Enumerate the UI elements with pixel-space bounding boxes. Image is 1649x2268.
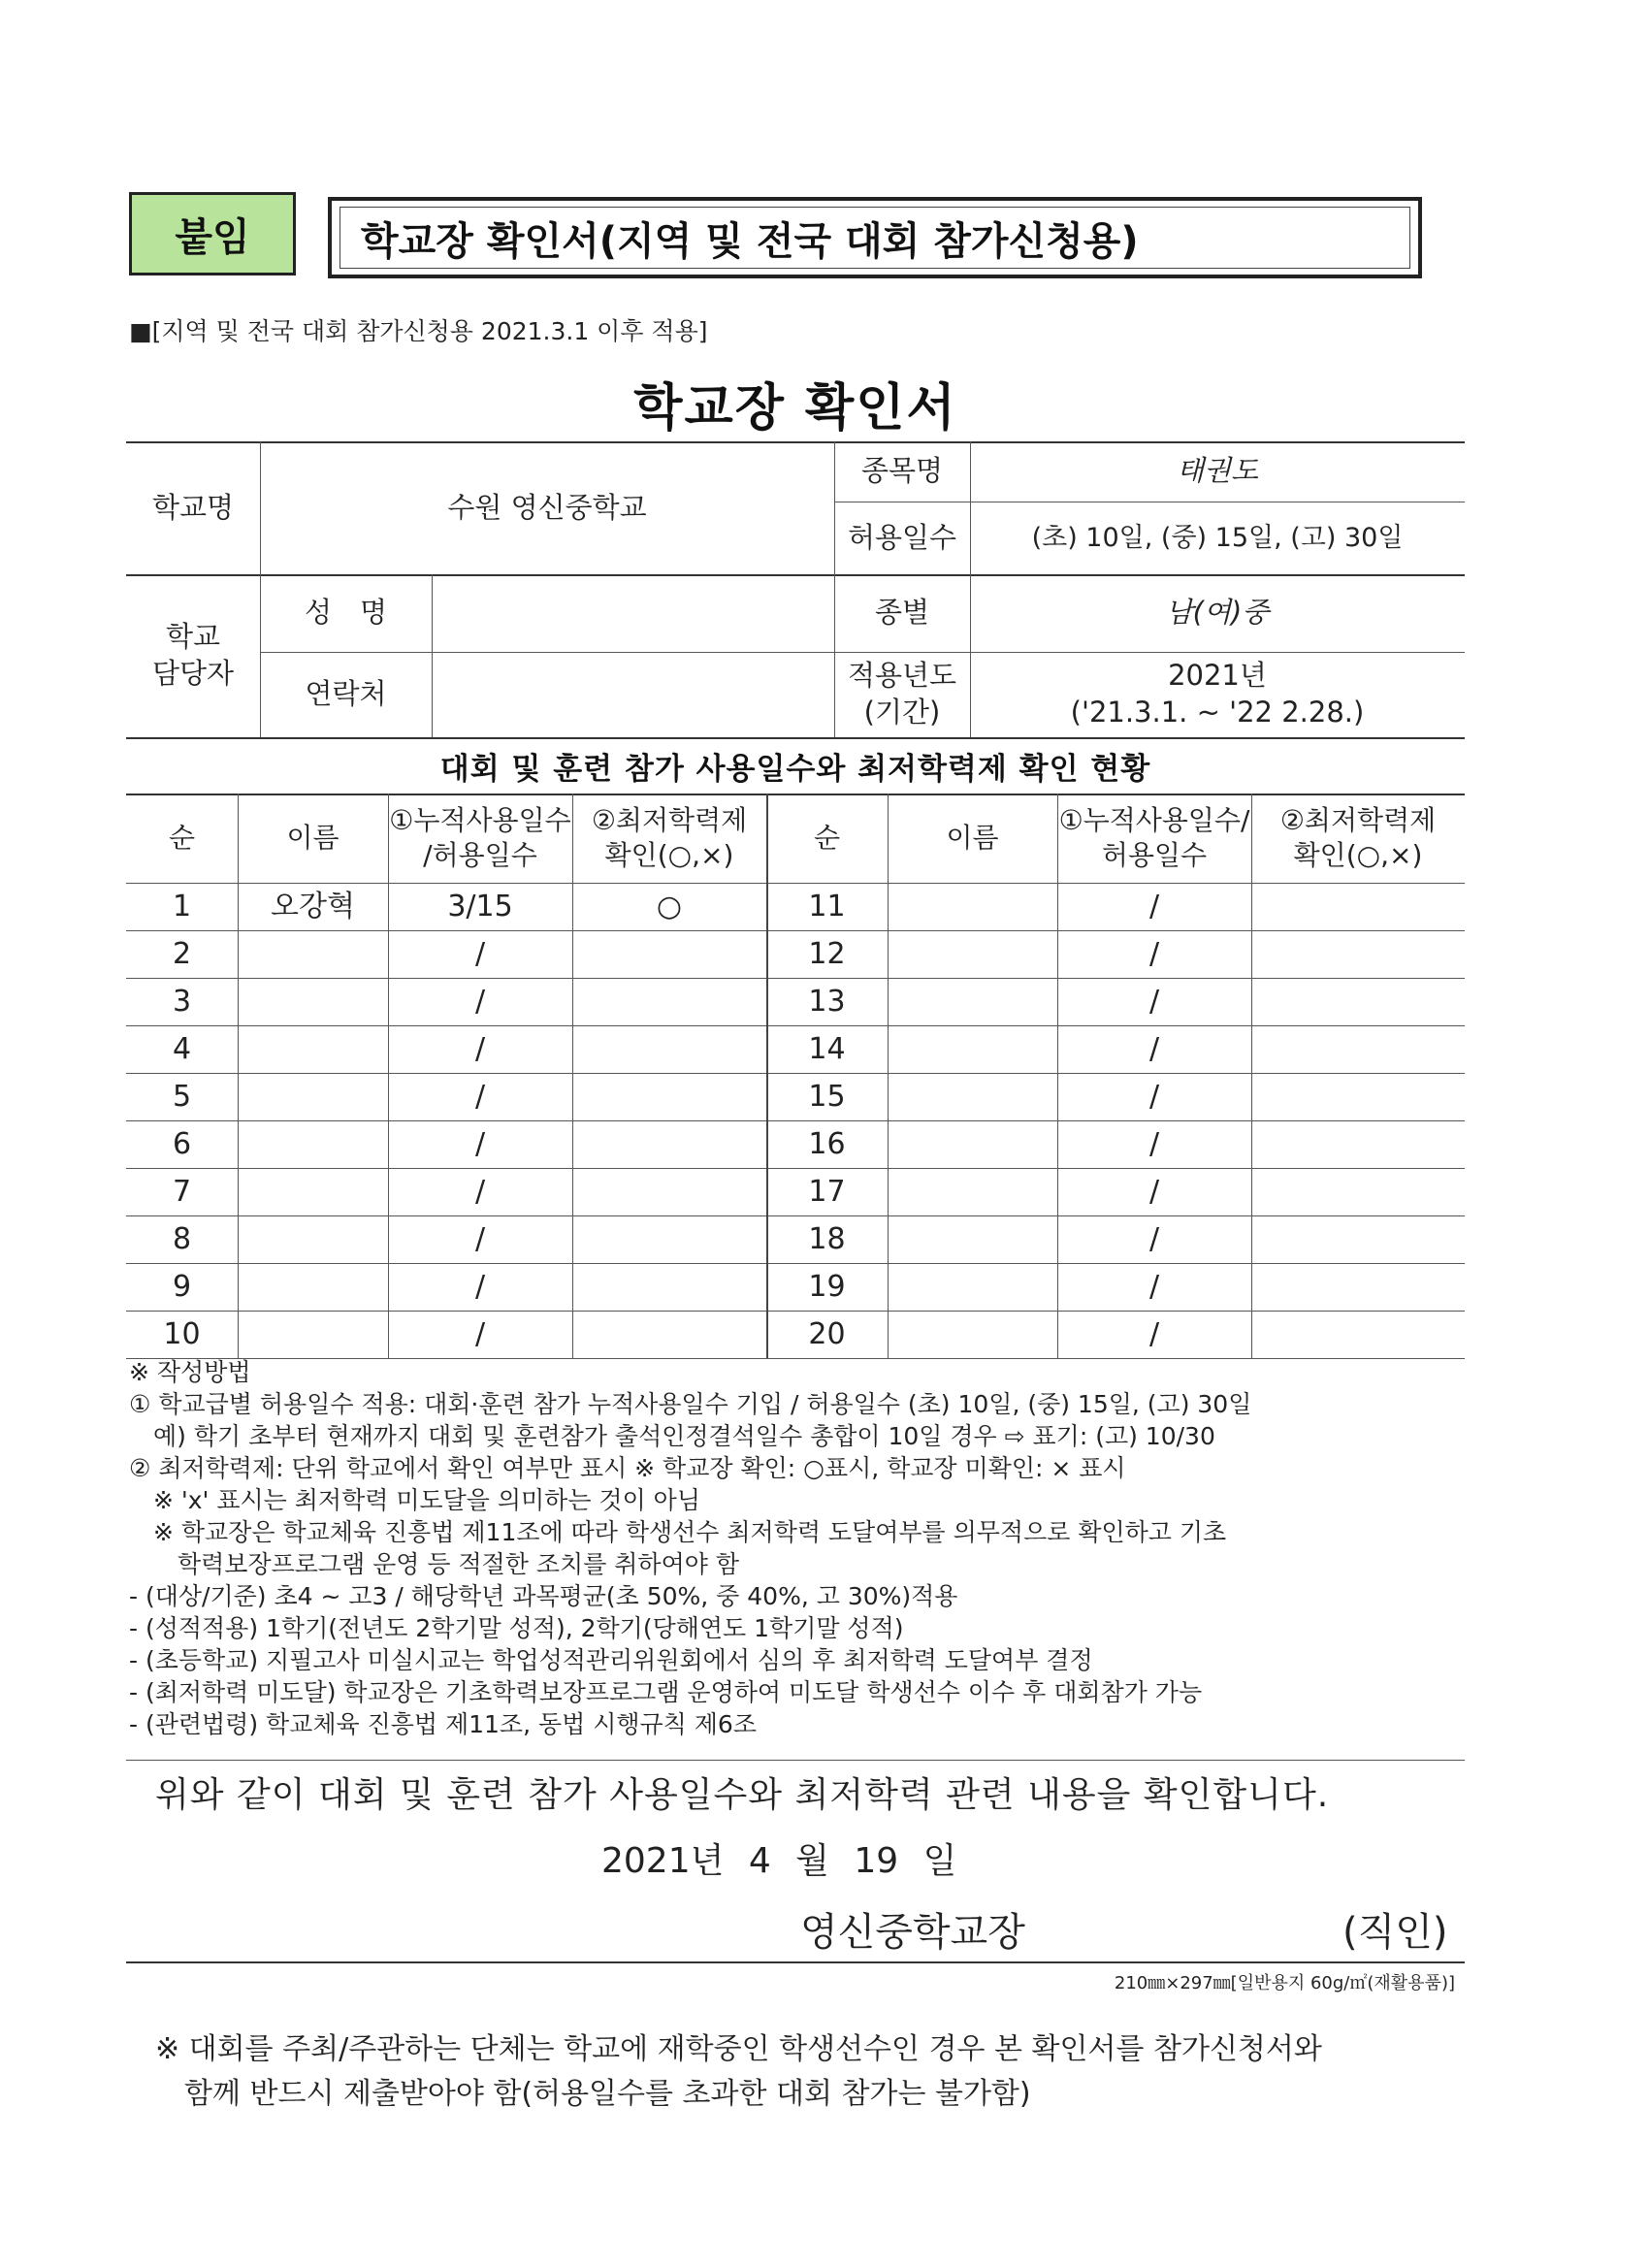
table-cell-check	[1251, 1168, 1465, 1215]
table-cell-name	[888, 1120, 1057, 1168]
note-line: ① 학교급별 허용일수 적용: 대회·훈련 참가 누적사용일수 기입 / 허용일수 (초) 10일, (중) 15일, (고) 30일	[129, 1390, 1252, 1418]
table-cell-no: 2	[172, 937, 192, 971]
table-cell-check	[572, 1311, 766, 1358]
table-cell-check	[1251, 1311, 1465, 1358]
table-cell-days: /	[1148, 985, 1160, 1019]
table-cell-check	[572, 930, 766, 978]
table-cell-no: 17	[808, 1175, 846, 1209]
table-cell-name	[238, 1215, 388, 1263]
table-cell-days: /	[474, 1222, 486, 1256]
table-cell-name	[888, 1025, 1057, 1073]
table-cell-days: /	[474, 1270, 486, 1304]
table-cell-check	[572, 1263, 766, 1311]
writing-instructions	[129, 1356, 1468, 1740]
table-cell-name	[888, 1168, 1057, 1215]
note-line: - (초등학교) 지필고사 미실시교는 학업성적관리위원회에서 심의 후 최저학력 도달여부 결정	[129, 1646, 1093, 1674]
table-cell-name	[888, 1263, 1057, 1311]
table-cell-days: /	[1148, 937, 1160, 971]
table-cell-name	[238, 1025, 388, 1073]
table-cell-name	[888, 978, 1057, 1025]
table-cell-check	[1251, 1073, 1465, 1120]
school-value: 수원 영신중학교	[447, 490, 647, 524]
table-cell-no: 12	[808, 937, 846, 971]
table-cell-name	[238, 930, 388, 978]
table-cell-name	[888, 1215, 1057, 1263]
sport-value: 태권도	[1176, 454, 1259, 488]
table-cell-name	[888, 1311, 1057, 1358]
table-header-name: 이름	[286, 821, 340, 854]
table-cell-days: /	[1148, 1080, 1160, 1114]
contact-value[interactable]	[432, 652, 834, 737]
table-cell-days: /	[1148, 1317, 1160, 1351]
section-title: 대회 및 훈련 참가 사용일수와 최저학력제 확인 현황	[439, 751, 1151, 787]
table-cell-no: 9	[172, 1270, 192, 1304]
header-title-box	[328, 197, 1422, 278]
table-header-check: ②최저학력제 확인(○,×)	[591, 803, 748, 871]
table-cell-name	[888, 1073, 1057, 1120]
table-cell-days: /	[1148, 1127, 1160, 1161]
table-cell-no: 16	[808, 1127, 846, 1161]
table-cell-check	[1251, 883, 1465, 930]
allowed-days-value: (초) 10일, (중) 15일, (고) 30일	[1031, 522, 1404, 553]
table-cell-check	[1251, 1025, 1465, 1073]
footnote-line: ※ 대회를 주최/주관하는 단체는 학교에 재학중인 학생선수인 경우 본 확인서를 참가신청서와	[155, 2032, 1322, 2066]
table-header-days: ①누적사용일수/ 허용일수	[1058, 803, 1250, 871]
contact-label: 연락처	[305, 677, 387, 711]
table-cell-name	[238, 1120, 388, 1168]
header-title: 학교장 확인서(지역 및 전국 대회 참가신청용)	[361, 218, 1139, 264]
table-header-days: ①누적사용일수 /허용일수	[389, 803, 571, 871]
table-cell-no: 15	[808, 1080, 846, 1114]
table-header-name: 이름	[946, 821, 999, 854]
table-cell-name	[888, 930, 1057, 978]
table-cell-days: /	[474, 1080, 486, 1114]
table-cell-check	[1251, 1120, 1465, 1168]
table-cell-days: /	[1148, 890, 1160, 923]
submission-footnote	[155, 2027, 1322, 2117]
table-cell-no: 1	[172, 890, 192, 923]
school-label: 학교명	[151, 490, 235, 524]
table-cell-no: 7	[172, 1175, 192, 1209]
attachment-badge: 붙임	[129, 192, 296, 275]
principal-title: 영신중학교장	[800, 1910, 1025, 1955]
table-cell-no: 5	[172, 1080, 192, 1114]
table-cell-no: 20	[808, 1317, 846, 1351]
table-cell-days: /	[474, 1127, 486, 1161]
issue-date: 2021년 4 월 19 일	[601, 1841, 957, 1881]
table-cell-days: /	[1148, 1270, 1160, 1304]
table-cell-no: 18	[808, 1222, 846, 1256]
name-value[interactable]	[432, 574, 834, 652]
table-cell-check	[572, 1168, 766, 1215]
rule	[126, 1760, 1465, 1761]
name-label: 성 명	[304, 596, 388, 630]
table-cell-days: /	[1148, 1175, 1160, 1209]
allowed-days-label: 허용일수	[847, 520, 957, 554]
table-cell-name	[238, 1168, 388, 1215]
note-line: - (최저학력 미도달) 학교장은 기초학력보장프로그램 운영하여 미도달 학생선수 이수 후 대회참가 가능	[129, 1678, 1203, 1706]
year-value: 2021년 ('21.3.1. ~ '22 2.28.)	[1070, 659, 1365, 729]
table-cell-no: 6	[172, 1127, 192, 1161]
table-cell-check	[1251, 1215, 1465, 1263]
table-header-check: ②최저학력제 확인(○,×)	[1279, 803, 1437, 871]
confirmation-statement: 위와 같이 대회 및 훈련 참가 사용일수와 최저학력 관련 내용을 확인합니다.	[155, 1775, 1330, 1815]
table-cell-check	[1251, 930, 1465, 978]
table-cell-check	[572, 1073, 766, 1120]
table-cell-name	[888, 883, 1057, 930]
table-cell-name	[238, 1073, 388, 1120]
paper-spec: 210㎜×297㎜[일반용지 60g/㎡(재활용품)]	[1114, 1973, 1455, 1993]
table-cell-name	[238, 1311, 388, 1358]
table-cell-days: /	[1148, 1032, 1160, 1066]
note-line: 학력보장프로그램 운영 등 적절한 조치를 취하여야 함	[129, 1550, 739, 1578]
table-cell-days: /	[474, 1175, 486, 1209]
note-line: ※ 작성방법	[129, 1358, 251, 1386]
year-label: 적용년도 (기간)	[847, 659, 957, 729]
table-cell-check: ○	[656, 890, 683, 923]
table-cell-check	[572, 1025, 766, 1073]
note-line: - (성적적용) 1학기(전년도 2학기말 성적), 2학기(당해연도 1학기말 성적)	[129, 1614, 904, 1642]
table-cell-check	[572, 1215, 766, 1263]
official-seal-placeholder: (직인)	[1342, 1910, 1448, 1955]
table-cell-days: /	[474, 1032, 486, 1066]
note-line: - (관련법령) 학교체육 진흥법 제11조, 동법 시행규칙 제6조	[129, 1710, 757, 1738]
rule	[126, 1961, 1465, 1963]
table-cell-days: /	[474, 1317, 486, 1351]
table-cell-days: 3/15	[447, 890, 513, 923]
note-line: ② 최저학력제: 단위 학교에서 확인 여부만 표시 ※ 학교장 확인: ○표시, 학교장 미확인: × 표시	[129, 1454, 1126, 1482]
table-cell-check	[572, 978, 766, 1025]
table-cell-name	[238, 1263, 388, 1311]
applicability-note: ■[지역 및 전국 대회 참가신청용 2021.3.1 이후 적용]	[129, 317, 708, 345]
table-header-no: 순	[168, 821, 196, 854]
table-cell-days: /	[474, 937, 486, 971]
gender-label: 종별	[874, 596, 930, 630]
table-header-no: 순	[813, 821, 841, 854]
table-cell-no: 13	[808, 985, 846, 1019]
table-cell-name: 오강혁	[271, 890, 355, 923]
note-line: 예) 학기 초부터 현재까지 대회 및 훈련참가 출석인정결석일수 총합이 10일 경우 ⇨ 표기: (고) 10/30	[129, 1422, 1215, 1450]
table-cell-days: /	[474, 985, 486, 1019]
table-cell-no: 14	[808, 1032, 846, 1066]
table-cell-check	[1251, 1263, 1465, 1311]
note-line: - (대상/기준) 초4 ~ 고3 / 해당학년 과목평균(초 50%, 중 40%, 고 30%)적용	[129, 1582, 958, 1610]
table-cell-no: 4	[172, 1032, 192, 1066]
table-cell-no: 11	[808, 890, 846, 923]
table-cell-check	[1251, 978, 1465, 1025]
note-line: ※ 'x' 표시는 최저학력 미도달을 의미하는 것이 아님	[129, 1486, 700, 1514]
table-cell-check	[572, 1120, 766, 1168]
table-cell-no: 19	[808, 1270, 846, 1304]
footnote-line: 함께 반드시 제출받아야 함(허용일수를 초과한 대회 참가는 불가함)	[155, 2077, 1031, 2111]
table-cell-no: 10	[163, 1317, 201, 1351]
table-cell-days: /	[1148, 1222, 1160, 1256]
gender-value: 남(여)중	[1165, 596, 1270, 630]
note-line: ※ 학교장은 학교체육 진흥법 제11조에 따라 학생선수 최저학력 도달여부를 의무적으로 확인하고 기초	[129, 1518, 1227, 1546]
sport-label: 종목명	[860, 454, 944, 488]
table-cell-no: 8	[172, 1222, 192, 1256]
table-cell-no: 3	[172, 985, 192, 1019]
table-cell-name	[238, 978, 388, 1025]
manager-label: 학교 담당자	[151, 620, 235, 690]
document-title: 학교장 확인서	[633, 379, 957, 437]
